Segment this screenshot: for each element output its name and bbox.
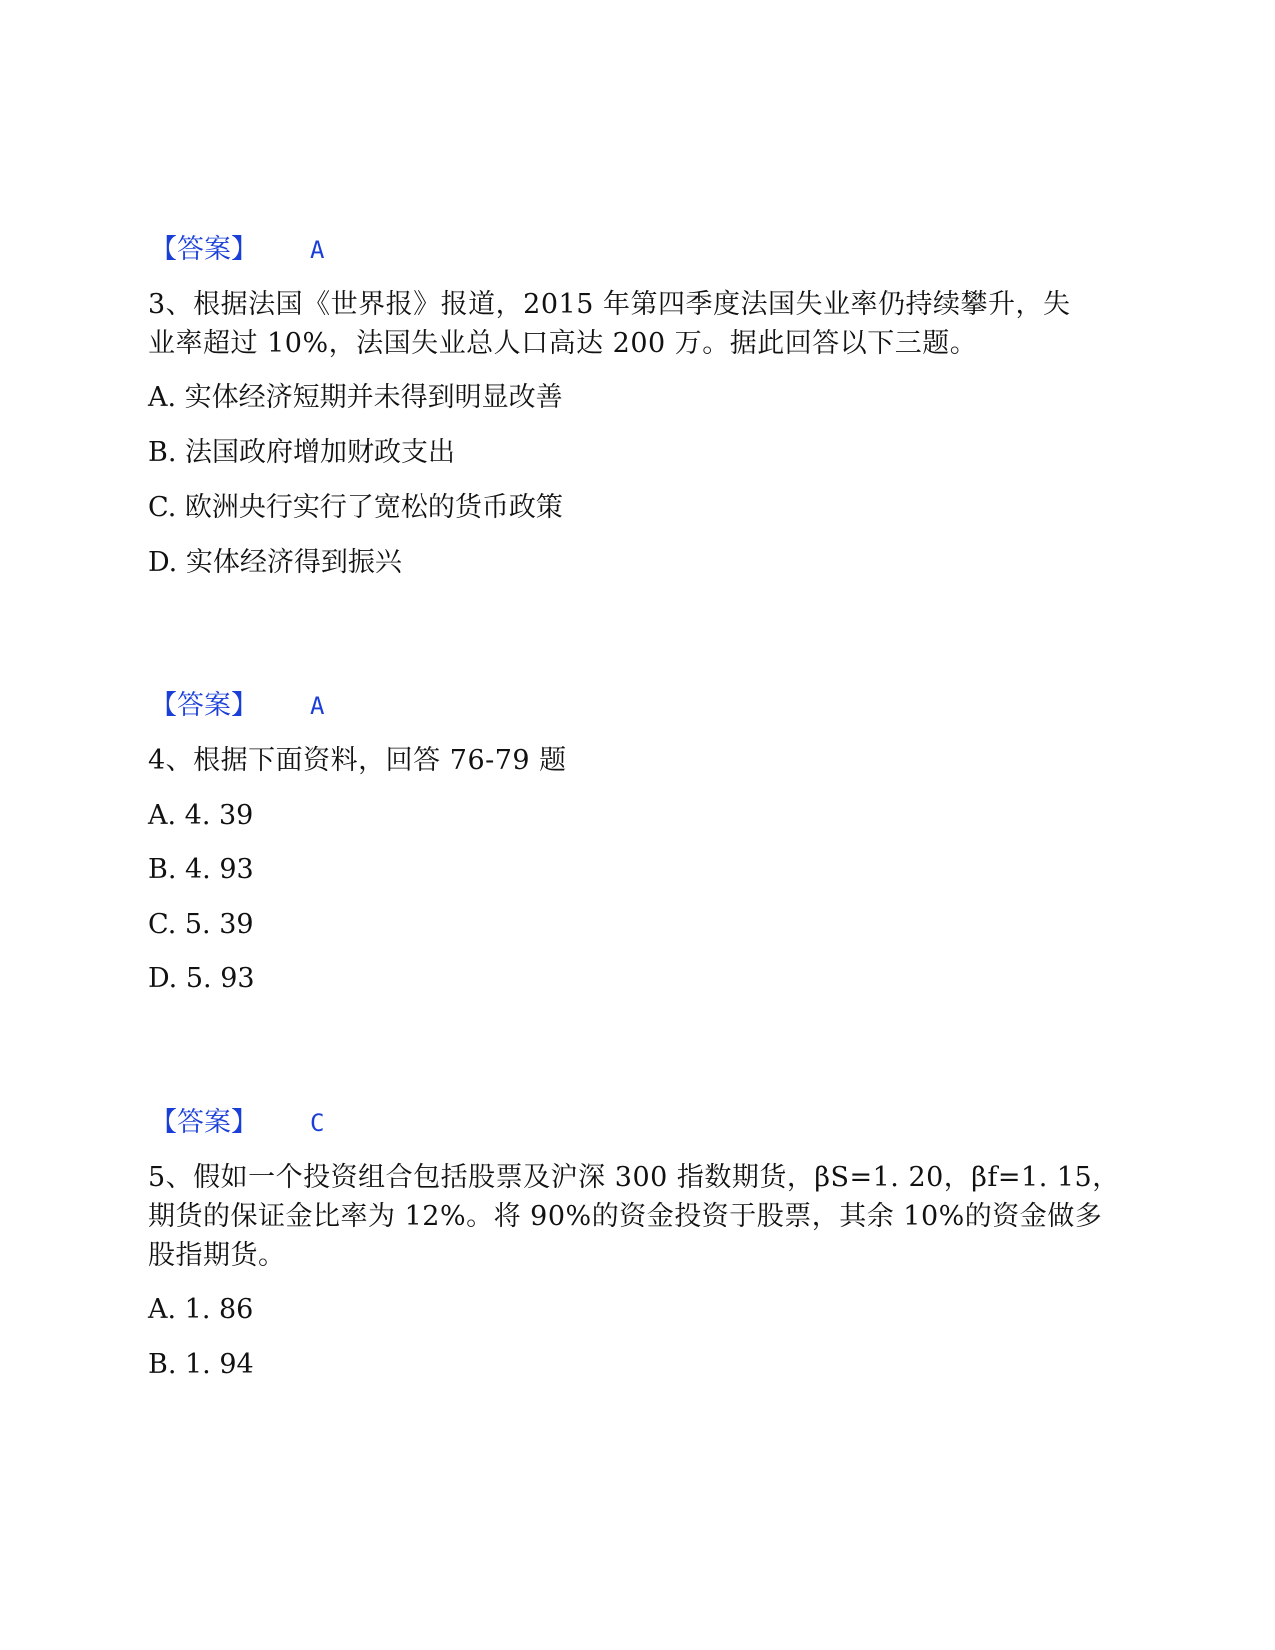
answer-label: 【答案】 (150, 234, 258, 265)
answer-value: C (310, 1109, 325, 1137)
question-4-option-c: C. 5. 39 (148, 909, 254, 940)
answer-value: A (310, 236, 325, 264)
question-4-option-d: D. 5. 93 (148, 963, 255, 994)
question-5-line-3: 股指期货。 (148, 1240, 286, 1271)
question-4-line-1: 4、根据下面资料，回答 76-79 题 (148, 745, 567, 776)
question-3-option-a: A. 实体经济短期并未得到明显改善 (148, 382, 563, 413)
question-5-option-a: A. 1. 86 (148, 1294, 254, 1325)
question-3-line-2: 业率超过 10%，法国失业总人口高达 200 万。据此回答以下三题。 (148, 328, 978, 359)
question-3-option-b: B. 法国政府增加财政支出 (148, 437, 456, 468)
answer-line (150, 686, 324, 726)
question-3-line-1: 3、根据法国《世界报》报道，2015 年第四季度法国失业率仍持续攀升，失 (148, 289, 1071, 320)
question-4-option-a: A. 4. 39 (148, 800, 254, 831)
answer-line (150, 230, 324, 270)
question-3-option-d: D. 实体经济得到振兴 (148, 547, 402, 578)
answer-label: 【答案】 (150, 1107, 258, 1138)
question-5-line-2: 期货的保证金比率为 12%。将 90%的资金投资于股票，其余 10%的资金做多 (148, 1201, 1103, 1232)
answer-label: 【答案】 (150, 690, 258, 721)
question-5-line-1: 5、假如一个投资组合包括股票及沪深 300 指数期货，βS=1. 20，βf=1. 15， (148, 1162, 1120, 1193)
answer-value: A (310, 692, 325, 720)
question-5-option-b: B. 1. 94 (148, 1349, 254, 1380)
answer-line (150, 1103, 324, 1143)
question-3-option-c: C. 欧洲央行实行了宽松的货币政策 (148, 492, 563, 523)
question-4-option-b: B. 4. 93 (148, 854, 254, 885)
